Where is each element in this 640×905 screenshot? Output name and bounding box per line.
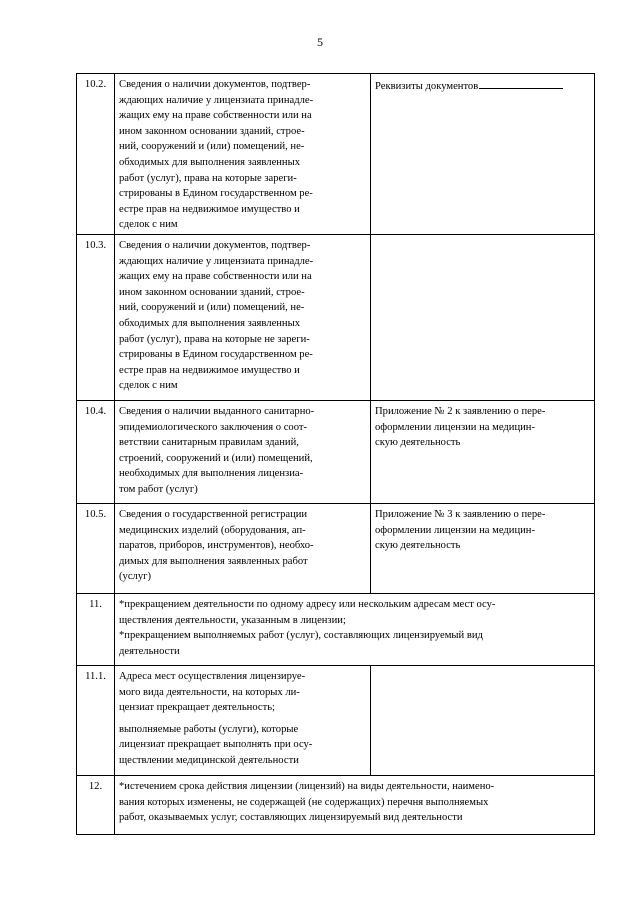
text-line: естре прав на недвижимое имущество и [119,364,300,376]
table-row [77,776,595,835]
text-line: стрированы в Едином государственном ре- [119,188,313,200]
text-line: оформлении лицензии на медицин- [375,524,535,536]
text-line: стрированы в Едином государственном ре- [119,349,313,361]
text-line: обходимых для выполнения заявленных [119,156,301,168]
text-line: *прекращением деятельности по одному адресу или нескольким адресам мест осу- [119,599,496,610]
row-value-empty[interactable] [371,666,595,776]
row-description [115,401,371,504]
row-number: 10.4. [77,401,115,504]
row-value [371,504,595,594]
document-details-blank[interactable] [479,77,563,89]
text-line: эпидемиологического заключения о соот- [119,421,308,433]
row-description [115,235,371,401]
text-line: ществления деятельности, указанным в лицензии; [119,614,346,626]
text-line: *истечением срока действия лицензии (лицензий) на виды деятельности, наимено- [119,781,495,792]
row-description [115,74,371,235]
text-line: скую деятельность [375,437,461,449]
text-line: Сведения о наличии документов, подтвер- [119,79,311,90]
row-full-text [115,776,595,835]
text-line: ином законном основании зданий, строе- [119,286,305,298]
text-line: Адреса мест осуществления лицензируе- [119,671,306,682]
text-line: деятельности [119,645,180,657]
row-number: 11. [77,594,115,666]
text-line: ветствии санитарным правилам зданий, [119,437,299,449]
table-row [77,74,595,235]
text-line: ний, сооружений и (или) помещений, не- [119,141,305,153]
text-line: ждающих наличие у лицензиата принадле- [119,255,314,267]
text-line: Сведения о наличии документов, подтвер- [119,240,311,251]
row-value [371,74,595,235]
text-line: естре прав на недвижимое имущество и [119,203,300,215]
row-value [371,401,595,504]
document-details-label: Реквизиты документов [375,81,479,92]
row-description [115,666,371,776]
text-line: жащих ему на праве собственности или на [119,271,312,283]
text-line: скую деятельность [375,540,461,552]
table-row [77,666,595,776]
form-table [76,73,595,835]
text-line: медицинских изделий (оборудования, ап- [119,524,306,536]
row-number: 11.1. [77,666,115,776]
text-line: ждающих наличие у лицензиата принадле- [119,94,314,106]
table-row [77,504,595,594]
text-line: жащих ему на праве собственности или на [119,110,312,122]
table-row [77,235,595,401]
table-row [77,594,595,666]
text-line: Приложение № 2 к заявлению о пере- [375,406,546,417]
text-line: работ (услуг), права на которые не зареги- [119,333,310,345]
row-number: 10.5. [77,504,115,594]
text-line: обходимых для выполнения заявленных [119,317,301,329]
text-line: Сведения о государственной регистрации [119,509,308,520]
page-number: 5 [317,35,323,49]
row-value-empty[interactable] [371,235,595,401]
text-line: вания которых изменены, не содержащей (не содержащих) перечня выполняемых [119,796,489,808]
row-number: 12. [77,776,115,835]
text-line: том работ (услуг) [119,483,198,495]
text-line: паратов, приборов, инструментов), необхо- [119,540,314,552]
text-line: Приложение № 3 к заявлению о пере- [375,509,546,520]
text-line: (услуг) [119,571,151,583]
text-line: *прекращением выполняемых работ (услуг), составляющих лицензируемый вид [119,630,483,642]
text-line: сделок с ним [119,219,178,231]
text-line: ний, сооружений и (или) помещений, не- [119,302,305,314]
text-line: работ (услуг), права на которые зареги- [119,172,297,184]
text-line: ином законном основании зданий, строе- [119,125,305,137]
table-row [77,401,595,504]
text-line: выполняемые работы (услуги), которые [119,723,299,735]
text-line: работ, оказываемых услуг, составляющих лицензируемый вид деятельности [119,812,463,824]
text-line: необходимых для выполнения лицензиа- [119,468,304,480]
document-details-field [375,77,591,95]
text-line: оформлении лицензии на медицин- [375,421,535,433]
text-line: мого вида деятельности, на которых ли- [119,686,300,698]
text-line: ществлении медицинской деятельности [119,754,299,766]
row-number: 10.3. [77,235,115,401]
text-line: сделок с ним [119,380,178,392]
row-full-text [115,594,595,666]
text-line: лицензиат прекращает выполнять при осу- [119,739,313,751]
text-line: Сведения о наличии выданного санитарно- [119,406,315,417]
text-line: строений, сооружений и (или) помещений, [119,452,313,464]
row-description [115,504,371,594]
text-line: димых для выполнения заявленных работ [119,555,308,567]
text-line: цензиат прекращает деятельность; [119,702,276,714]
row-number: 10.2. [77,74,115,235]
